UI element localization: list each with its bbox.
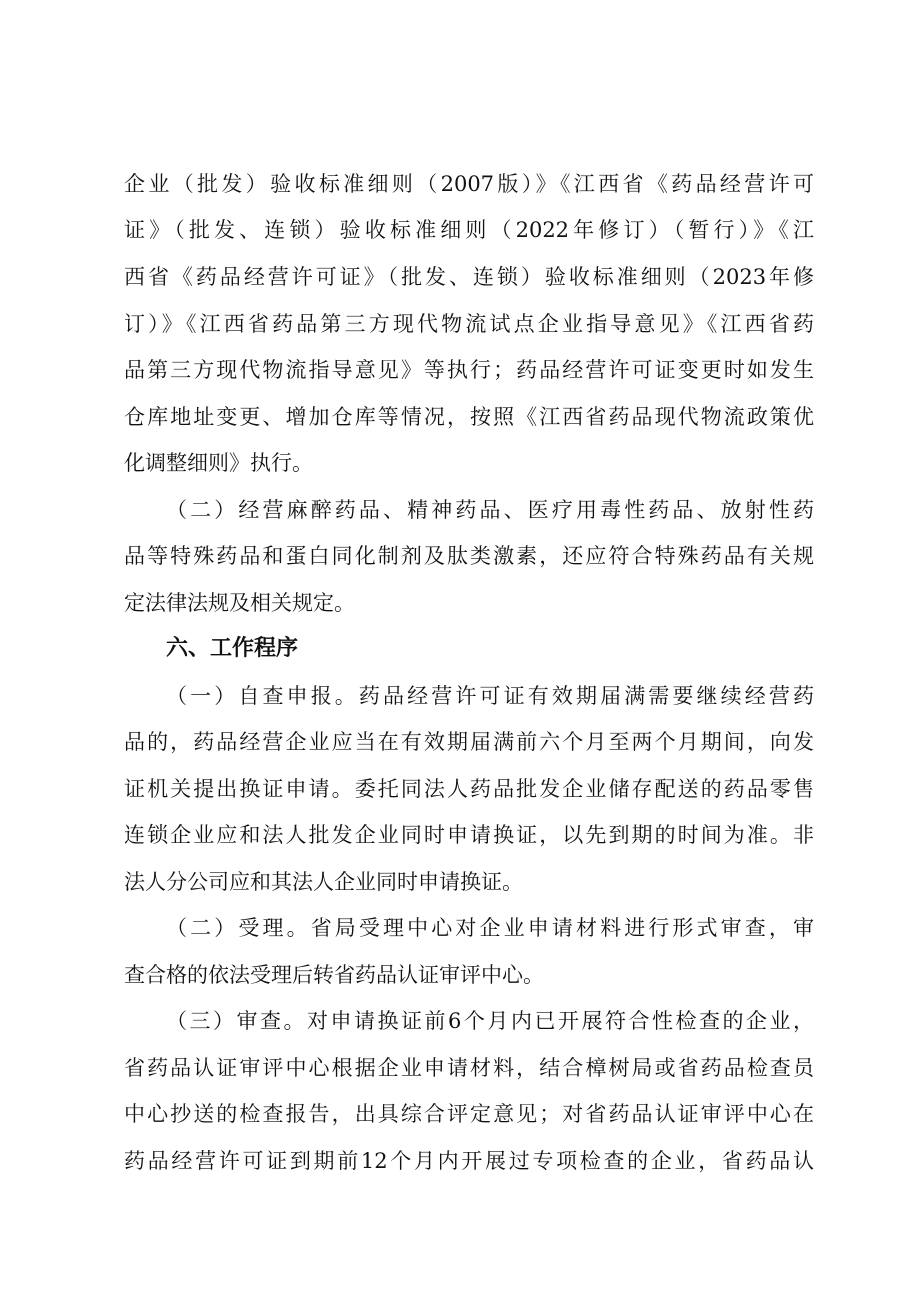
body-text-line: 化调整细则》执行。 — [124, 451, 313, 475]
body-text-line: 订）》《江西省药品第三方现代物流试点企业指导意见》《江西省药 — [124, 312, 814, 336]
body-text-line: 连锁企业应和法人批发企业同时申请换证，以先到期的时间为准。非 — [124, 823, 814, 847]
paragraph-first-line: （二）经营麻醉药品、精神药品、医疗用毒性药品、放射性药 — [166, 498, 814, 522]
body-text-line: 品第三方现代物流指导意见》等执行；药品经营许可证变更时如发生 — [124, 358, 814, 382]
body-text-line: 药品经营许可证到期前12个月内开展过专项检查的企业，省药品认 — [124, 1149, 814, 1173]
body-text-line: 查合格的依法受理后转省药品认证审评中心。 — [124, 963, 544, 987]
body-text-line: 仓库地址变更、增加仓库等情况，按照《江西省药品现代物流政策优 — [124, 405, 814, 429]
paragraph-first-line: （一）自查申报。药品经营许可证有效期届满需要继续经营药 — [166, 684, 814, 708]
body-text-line: 法人分公司应和其法人企业同时申请换证。 — [124, 870, 523, 894]
paragraph-first-line: （三）审查。对申请换证前6个月内已开展符合性检查的企业， — [166, 1009, 814, 1033]
section-heading: 六、工作程序 — [166, 636, 299, 661]
body-text-line: 西省《药品经营许可证》（批发、连锁）验收标准细则（2023年修 — [124, 265, 814, 289]
body-text-line: 证机关提出换证申请。委托同法人药品批发企业储存配送的药品零售 — [124, 777, 814, 801]
body-text-line: 企业（批发）验收标准细则（2007版）》《江西省《药品经营许可 — [124, 172, 814, 196]
body-text-line: 中心抄送的检查报告，出具综合评定意见；对省药品认证审评中心在 — [124, 1102, 814, 1126]
body-text-line: 品等特殊药品和蛋白同化制剂及肽类激素，还应符合特殊药品有关规 — [124, 544, 814, 568]
body-text-line: 定法律法规及相关规定。 — [124, 591, 355, 615]
paragraph-first-line: （二）受理。省局受理中心对企业申请材料进行形式审查，审 — [166, 916, 814, 940]
body-text-line: 证》（批发、连锁）验收标准细则（2022年修订）（暂行）》《江 — [124, 218, 814, 242]
body-text-line: 省药品认证审评中心根据企业申请材料，结合樟树局或省药品检查员 — [124, 1056, 814, 1080]
body-text-line: 品的，药品经营企业应当在有效期届满前六个月至两个月期间，向发 — [124, 730, 814, 754]
